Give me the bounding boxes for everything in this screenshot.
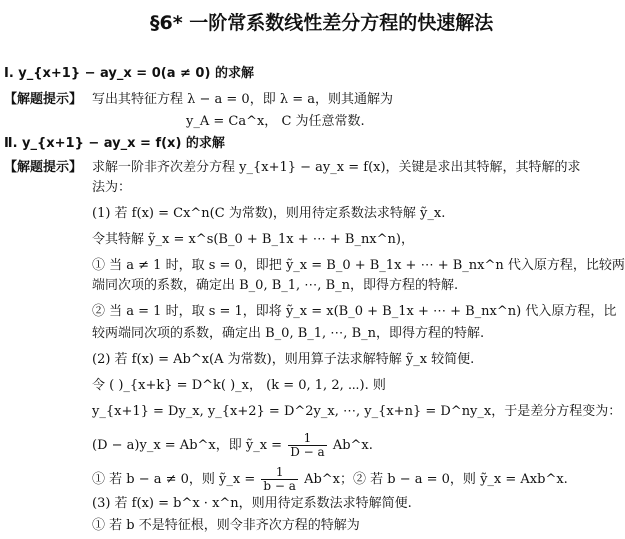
section-2-line: 法为： — [92, 180, 132, 195]
equation-tail: Ab^x. — [332, 438, 373, 453]
fraction-numerator: 1 — [288, 432, 326, 446]
page-title: §6* 一阶常系数线性差分方程的快速解法 — [150, 12, 494, 34]
case-2-heading: (2) 若 f(x) = Ab^x(A 为常数)，则用算子法求解特解 ỹ_x 较简便. — [92, 352, 475, 367]
section-2-line: 求解一阶非齐次差分方程 y_{x+1} − ay_x = f(x)，关键是求出其特解，其特解的求 — [92, 160, 581, 175]
section-1-hint: 写出其特征方程 λ − a = 0，即 λ = a，则其通解为 — [92, 92, 393, 107]
hint-label: 【解题提示】 — [4, 92, 83, 107]
case-3-subcase-a: ① 若 b 不是特征根，则令非齐次方程的特解为 — [92, 518, 360, 533]
fraction-denominator: D − a — [290, 445, 325, 459]
case-1-setup: 令其特解 ỹ_x = x^s(B_0 + B_1x + ⋯ + B_nx^n)， — [92, 232, 414, 247]
case-1-heading: (1) 若 f(x) = Cx^n(C 为常数)，则用待定系数法求特解 ỹ_x. — [92, 206, 446, 221]
case-2-equation — [92, 432, 373, 459]
hint-label: 【解题提示】 — [4, 160, 83, 175]
case-2-shift: y_{x+1} = Dy_x, y_{x+2} = D^2y_x, ⋯, y_{x+n} = D^ny_x，于是差分方程变为： — [92, 404, 622, 419]
case-1-subcase-b: ② 当 a = 1 时，取 s = 1，即将 ỹ_x = x(B_0 + B_1x + ⋯ + B_nx^n) 代入原方程，比 — [92, 304, 617, 319]
fraction-denominator: b − a — [263, 479, 296, 493]
case-2-subcases — [92, 466, 568, 493]
fraction — [261, 466, 298, 493]
subcase-a-text: ① 若 b − a ≠ 0，则 ỹ_x = — [92, 472, 256, 487]
case-1-subcase-a: 端同次项的系数，确定出 B_0, B_1, ⋯, B_n，即得方程的特解. — [92, 278, 459, 293]
case-3-heading: (3) 若 f(x) = b^x · x^n，则用待定系数法求特解简便. — [92, 496, 412, 511]
section-1-formula: y_A = Ca^x， C 为任意常数. — [186, 114, 365, 129]
case-2-operator: 令 ( )_{x+k} = D^k( )_x， (k = 0, 1, 2, ⋯). 则 — [92, 378, 386, 393]
case-1-subcase-b: 较两端同次项的系数，确定出 B_0, B_1, ⋯, B_n，即得方程的特解. — [92, 326, 485, 341]
equation-lhs: (D − a)y_x = Ab^x，即 ỹ_x = — [92, 438, 283, 453]
fraction — [288, 432, 326, 459]
section-1-heading: Ⅰ. y_{x+1} − ay_x = 0(a ≠ 0) 的求解 — [4, 66, 254, 81]
section-2-heading: Ⅱ. y_{x+1} − ay_x = f(x) 的求解 — [4, 136, 225, 151]
subcase-tail: Ab^x；② 若 b − a = 0，则 ỹ_x = Axb^x. — [304, 472, 568, 487]
fraction-numerator: 1 — [261, 466, 298, 480]
case-1-subcase-a: ① 当 a ≠ 1 时，取 s = 0，即把 ỹ_x = B_0 + B_1x + ⋯ + B_nx^n 代入原方程，比较两 — [92, 258, 625, 273]
